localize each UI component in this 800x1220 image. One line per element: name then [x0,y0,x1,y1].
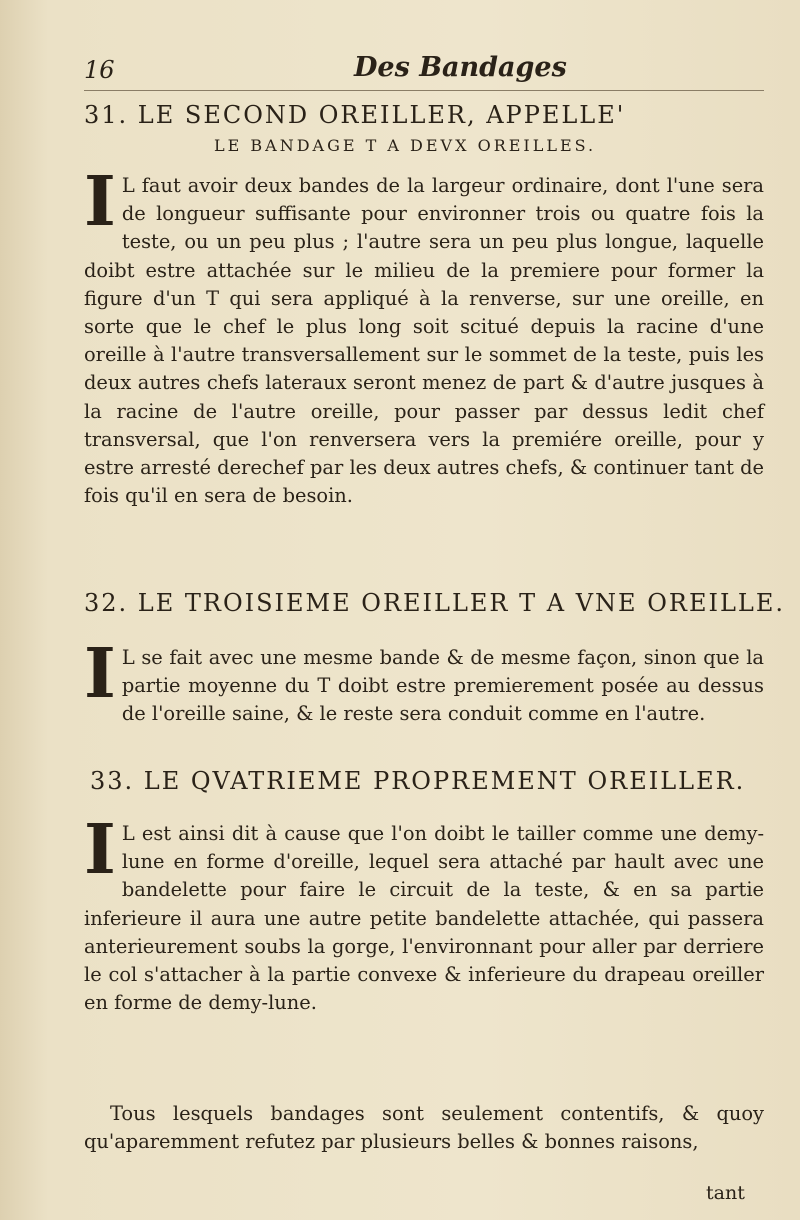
section-31 [84,100,764,510]
section-32 [84,588,785,729]
section-subtitle: LE BANDAGE T A DEVX OREILLES. [214,136,597,155]
page-header [84,52,774,92]
section-33 [84,766,764,1017]
section-title: 31. LE SECOND OREILLER, APPELLE' [84,101,626,129]
section-paragraph [84,162,764,510]
paragraph-text: L est ainsi dit à cause que l'on doibt le tailler comme une demy-lune en forme d'oreille, lequel sera attaché par hault avec une bandelette pour faire le circuit de la teste, & en sa partie inferieure il aura une autre petite bandelette attachée, qui passera anterieurement soubs la gorge, l'environnant pour aller par derriere le col s'attacher à la partie convexe & inferieure du drapeau oreiller en forme de demy-lune. [84,822,764,1015]
paragraph-text: L faut avoir deux bandes de la largeur ordinaire, dont l'une sera de longueur suffisante pour environner trois ou quatre fois la teste, ou un peu plus ; l'autre sera un peu plus longue, laquelle doibt estre attachée sur le milieu de la premiere pour former la figure d'un T qui sera appliqué à la renverse, sur une oreille, en sorte que le chef le plus long soit scitué depuis la racine d'une oreille à l'autre transversallement sur le sommet de la teste, puis les deux autres chefs lateraux seront menez de part & d'autre jusques à la racine de l'autre oreille, pour passer par dessus ledit chef transversal, que l'on renversera vers la premiére oreille, pour y estre arresté derechef par les deux autres chefs, & continuer tant de fois qu'il en sera de besoin. [84,174,764,508]
running-head: Des Bandages [354,52,567,83]
page-number: 16 [84,56,115,84]
header-rule [84,90,764,91]
catchword: tant [706,1182,745,1204]
section-paragraph [84,810,764,1017]
closing-text: Tous lesquels bandages sont seulement contentifs, & quoy qu'aparemment refutez par plusieurs belles & bonnes raisons, [84,1102,764,1154]
section-paragraph [84,634,764,729]
section-title: 33. LE QVATRIEME PROPREMENT OREILLER. [90,767,746,795]
drop-cap: I [84,162,116,242]
drop-cap: I [84,810,116,890]
paragraph-text: L se fait avec une mesme bande & de mesme façon, sinon que la partie moyenne du T doibt estre premierement posée au dessus de l'oreille saine, & le reste sera conduit comme en l'autre. [121,646,764,726]
closing-paragraph [84,1100,764,1156]
section-title: 32. LE TROISIEME OREILLER T A VNE OREILLE. [84,589,785,617]
drop-cap: I [84,634,116,714]
